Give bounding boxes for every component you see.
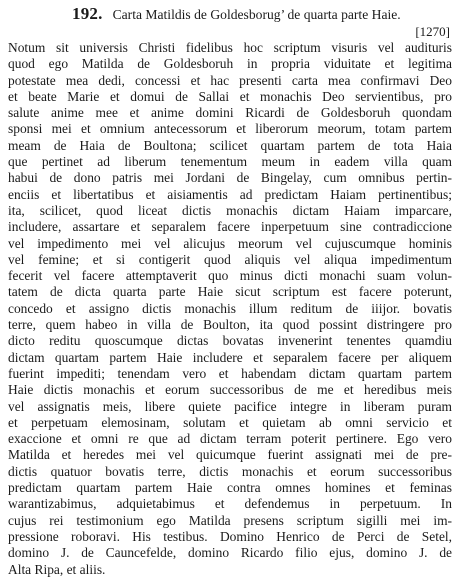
text-line: pressione roboravi. His testibus. Domino Henrico de Perci de Setel, <box>8 528 452 544</box>
text-line: et beate Marie et domui de Sallai et monachis Deo servientibus, pro <box>8 88 452 104</box>
text-line: concedo et assigno dictis monachis illum reditum de iiijor. bovatis <box>8 300 452 316</box>
charter-date: [1270] <box>415 24 450 39</box>
text-line: domino J. de Cauncefelde, domino Ricardo filio ejus, domino J. de <box>8 545 452 561</box>
text-line: Alta Ripa, et aliis. <box>8 561 106 577</box>
charter-heading <box>8 4 452 24</box>
text-line: potestate mea dedi, concessi et hac presenti carta mea confirmavi Deo <box>8 72 452 88</box>
text-line: dictis quatuor bovatis terre, dictis monachis et eorum successoribus <box>8 463 452 479</box>
text-line: fuerint impediti; tenendam vero et habendam dictam quartam partem <box>8 365 452 381</box>
text-line: meam de Haia de Boultona; scilicet quartam partem de tota Haia <box>8 137 452 153</box>
text-line: exaccione et omni re que ad dictam terram poterit pertinere. Ego vero <box>8 431 452 447</box>
text-line: et perpetuam elemosinam, solutam et quietam ab omni servicio et <box>8 414 452 430</box>
text-line: Matilda et heredes mei vel quicumque fuerint assignati mei de pre- <box>8 447 452 463</box>
text-line: quod ego Matilda de Goldesboruh in propria viduitate et legitima <box>8 56 452 72</box>
text-line: tatem de dicta quarta parte Haie sicut scriptum est facere poterunt, <box>8 284 452 300</box>
text-line: que pertinet ad liberum tenementum meum in eadem villa quam <box>8 154 452 170</box>
text-line: dictam quartam partem Haie includere et separalem facere per aliquem <box>8 349 452 365</box>
text-line: cujus rei testimonium ego Matilda presens scriptum sigilli mei im- <box>8 512 452 528</box>
text-line: habui de dono patris mei Jordani de Bingelay, cum omnibus pertin- <box>8 170 452 186</box>
charter-number: 192. <box>72 4 103 23</box>
text-line: ita, scilicet, quod liceat dictis monachis dictam Haiam imparcare, <box>8 202 452 218</box>
text-line: vel femine; et si contigerit quod aliquis vel aliqua impedimentum <box>8 251 452 267</box>
text-line: fecerit vel facere attemptaverit quo minus dicti monachi suam volun- <box>8 268 452 284</box>
text-line: salute anime mee et anime domini Ricardi de Goldesboruh quondam <box>8 105 452 121</box>
text-line: sponsi mei et omnium antecessorum et liberorum meorum, totam partem <box>8 121 452 137</box>
text-line: Haie dictis monachis et eorum successoribus de me et heredibus meis <box>8 382 452 398</box>
text-line: vel impedimento mei vel alicujus meorum vel cujuscumque hominis <box>8 235 452 251</box>
text-line: terre, quem habeo in villa de Boulton, ita quod possint distringere pro <box>8 317 452 333</box>
text-line: warantizabimus, adquietabimus et defendemus in perpetuum. In <box>8 496 452 512</box>
text-line: includere, assartare et separalem facere inperpetuum sine contradiccione <box>8 219 452 235</box>
text-line: Notum sit universis Christi fidelibus hoc scriptum visuris vel audituris <box>8 40 452 55</box>
text-line: enciis et libertatibus et aisiamentis ad predictam Haiam pertinentibus; <box>8 186 452 202</box>
charter-title: Carta Matildis de Goldesborug’ de quarta parte Haie. <box>112 7 401 22</box>
charter-text <box>8 40 452 578</box>
text-line: vel assignatis meis, libere quiete pacifice integre in liberam puram <box>8 398 452 414</box>
text-line: predictam quartam partem Haie contra omnes homines et feminas <box>8 480 452 496</box>
text-line: dicto reditu quoscumque dictas bovatas invenerint tenentes quamdiu <box>8 333 452 349</box>
